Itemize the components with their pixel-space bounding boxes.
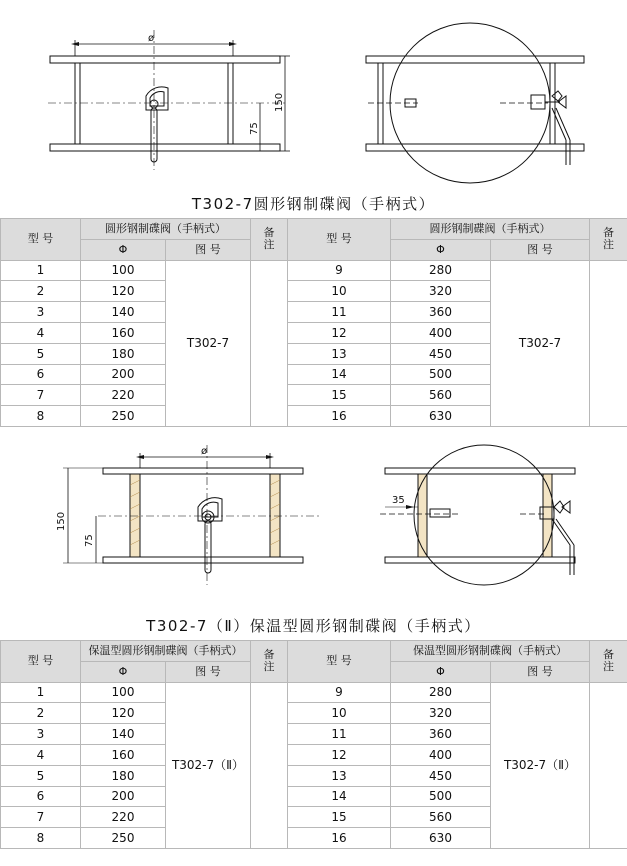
phi-cell: 180 (81, 343, 166, 364)
model-cell: 12 (288, 322, 391, 343)
phi-cell: 560 (391, 385, 491, 406)
phi-cell: 450 (391, 765, 491, 786)
group-header: 保温型圆形钢制碟阀（手柄式） (391, 641, 590, 662)
phi-cell: 500 (391, 364, 491, 385)
model-cell: 12 (288, 744, 391, 765)
phi-header: Φ (391, 239, 491, 260)
model-cell: 3 (1, 302, 81, 323)
phi-cell: 180 (81, 765, 166, 786)
height-label-1: 150 (274, 92, 285, 112)
phi-cell: 630 (391, 406, 491, 427)
model-cell: 8 (1, 406, 81, 427)
model-cell: 1 (1, 260, 81, 281)
phi-cell: 250 (81, 828, 166, 849)
phi-cell: 120 (81, 703, 166, 724)
side-view-2 (380, 445, 575, 585)
phi-cell: 220 (81, 385, 166, 406)
phi-cell: 140 (81, 302, 166, 323)
phi-cell: 500 (391, 786, 491, 807)
phi-cell: 560 (391, 807, 491, 828)
phi-cell: 160 (81, 322, 166, 343)
remark-header: 备注 (251, 641, 288, 683)
table-row (1, 682, 627, 703)
model-header: 型 号 (288, 219, 391, 261)
side-offset-label-2: 35 (392, 495, 405, 506)
remark-cell (590, 260, 627, 426)
model-cell: 10 (288, 703, 391, 724)
front-view-1 (48, 30, 290, 170)
phi-cell: 220 (81, 807, 166, 828)
side-view-1 (366, 23, 584, 183)
model-cell: 8 (1, 828, 81, 849)
drawing-no-cell: T302-7 (166, 260, 251, 426)
drawing-no-header: 图 号 (491, 661, 590, 682)
model-cell: 16 (288, 828, 391, 849)
front-view-2 (63, 445, 320, 585)
model-cell: 7 (1, 385, 81, 406)
phi-cell: 630 (391, 828, 491, 849)
section-2-title: T302-7（Ⅱ）保温型圆形钢制碟阀（手柄式） (146, 617, 481, 635)
phi-header: Φ (391, 661, 491, 682)
model-cell: 11 (288, 302, 391, 323)
model-cell: 9 (288, 260, 391, 281)
model-cell: 6 (1, 786, 81, 807)
model-header: 型 号 (1, 641, 81, 683)
phi-cell: 250 (81, 406, 166, 427)
section-1-title: T302-7圆形钢制碟阀（手柄式） (191, 195, 436, 213)
drawing-no-header: 图 号 (166, 661, 251, 682)
phi-cell: 100 (81, 260, 166, 281)
phi-cell: 200 (81, 364, 166, 385)
model-cell: 4 (1, 322, 81, 343)
half-height-label-2: 75 (84, 534, 95, 547)
model-cell: 15 (288, 807, 391, 828)
model-cell: 1 (1, 682, 81, 703)
model-cell: 6 (1, 364, 81, 385)
model-cell: 15 (288, 385, 391, 406)
valve-drawings-2 (0, 435, 627, 610)
model-cell: 13 (288, 343, 391, 364)
spec-table-1 (0, 218, 627, 427)
phi-cell: 320 (391, 703, 491, 724)
drawing-no-cell: T302-7 (491, 260, 590, 426)
model-cell: 13 (288, 765, 391, 786)
model-cell: 16 (288, 406, 391, 427)
group-header: 圆形钢制碟阀（手柄式） (81, 219, 251, 240)
model-cell: 2 (1, 703, 81, 724)
model-cell: 10 (288, 281, 391, 302)
half-height-label-1: 75 (249, 122, 260, 135)
remark-header: 备注 (590, 219, 627, 261)
diameter-label-1: ø (148, 33, 155, 44)
model-cell: 4 (1, 744, 81, 765)
group-header: 保温型圆形钢制碟阀（手柄式） (81, 641, 251, 662)
phi-cell: 450 (391, 343, 491, 364)
phi-cell: 360 (391, 302, 491, 323)
model-cell: 14 (288, 364, 391, 385)
valve-drawings-1 (0, 0, 627, 190)
model-cell: 5 (1, 765, 81, 786)
model-header: 型 号 (288, 641, 391, 683)
phi-cell: 400 (391, 322, 491, 343)
phi-cell: 140 (81, 724, 166, 745)
phi-cell: 280 (391, 682, 491, 703)
model-cell: 7 (1, 807, 81, 828)
remark-header: 备注 (590, 641, 627, 683)
phi-cell: 100 (81, 682, 166, 703)
model-cell: 11 (288, 724, 391, 745)
phi-cell: 320 (391, 281, 491, 302)
phi-cell: 200 (81, 786, 166, 807)
phi-header: Φ (81, 239, 166, 260)
remark-cell (590, 682, 627, 848)
table-row (1, 260, 627, 281)
phi-cell: 280 (391, 260, 491, 281)
height-label-2: 150 (56, 511, 67, 531)
phi-cell: 160 (81, 744, 166, 765)
spec-table-2 (0, 640, 627, 849)
drawing-no-header: 图 号 (491, 239, 590, 260)
phi-cell: 400 (391, 744, 491, 765)
model-cell: 9 (288, 682, 391, 703)
phi-header: Φ (81, 661, 166, 682)
group-header: 圆形钢制碟阀（手柄式） (391, 219, 590, 240)
model-cell: 5 (1, 343, 81, 364)
drawing-no-cell: T302-7（Ⅱ） (166, 682, 251, 848)
remark-cell (251, 682, 288, 848)
drawing-no-cell: T302-7（Ⅱ） (491, 682, 590, 848)
remark-cell (251, 260, 288, 426)
phi-cell: 360 (391, 724, 491, 745)
diameter-label-2: ø (201, 446, 208, 457)
model-header: 型 号 (1, 219, 81, 261)
drawing-no-header: 图 号 (166, 239, 251, 260)
model-cell: 14 (288, 786, 391, 807)
phi-cell: 120 (81, 281, 166, 302)
remark-header: 备注 (251, 219, 288, 261)
model-cell: 3 (1, 724, 81, 745)
model-cell: 2 (1, 281, 81, 302)
